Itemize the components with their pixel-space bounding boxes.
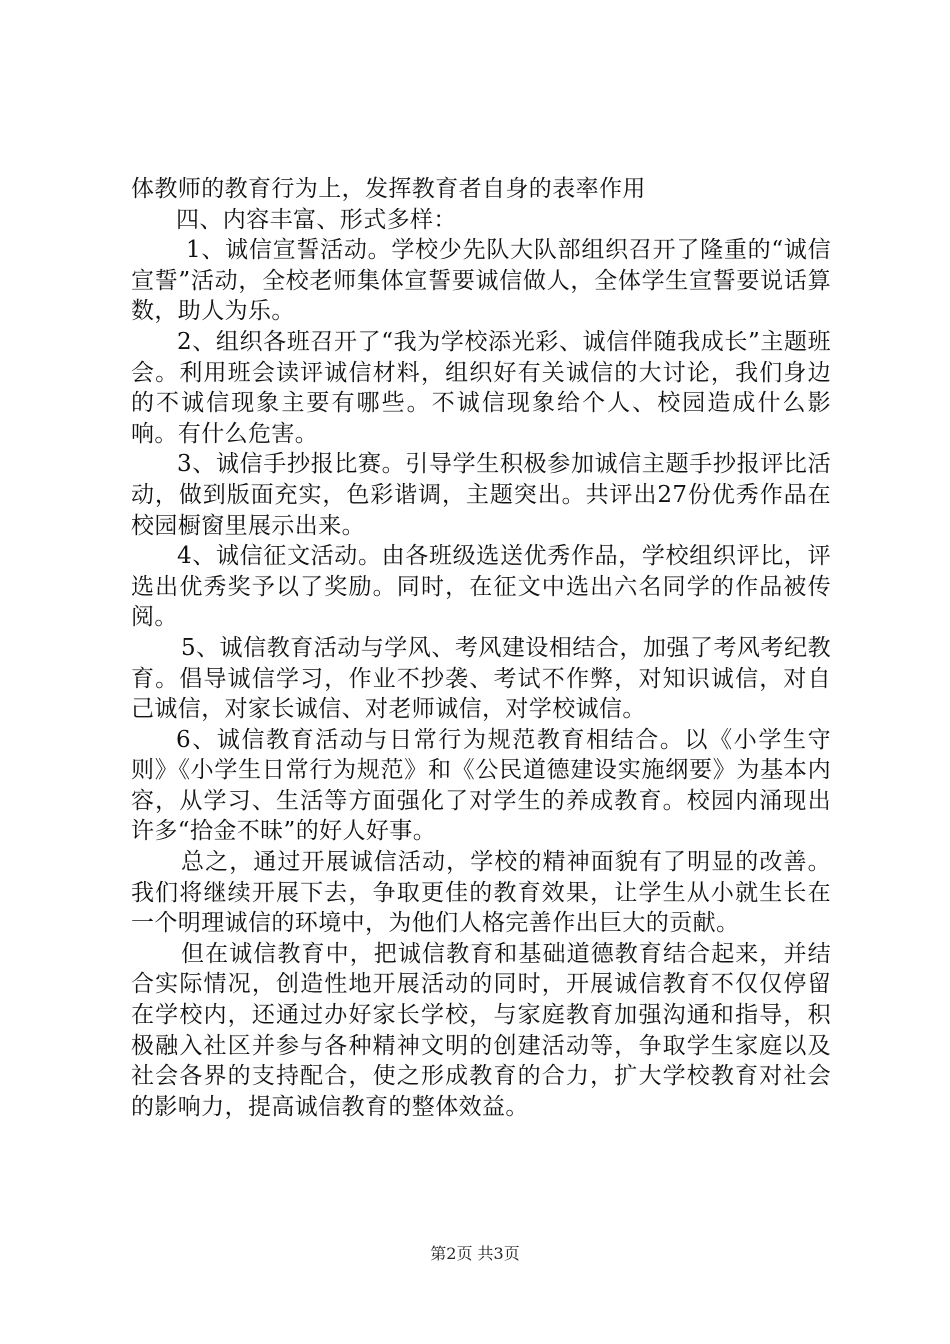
document-body [131,174,831,1122]
paragraph-closing: 但在诚信教育中，把诚信教育和基础道德教育结合起来，并结合实际情况，创造性地开展活动的同时，开展诚信教育不仅仅停留在学校内，还通过办好家长学校，与家庭教育加强沟通和指导，积极融入社区并参与各种精神文明的创建活动等，争取学生家庭以及社会各界的支持配合，使之形成教育的合力，扩大学校教育对社会的影响力，提高诚信教育的整体效益。 [131,940,831,1120]
section-heading: 四、内容丰富、形式多样： [176,206,457,233]
paragraph-continuation: 体教师的教育行为上，发挥教育者自身的表率作用 [131,176,646,202]
paragraph-item-5: 5、诚信教育活动与学风、考风建设相结合，加强了考风考纪教育。倡导诚信学习，作业不抄袭、考试不作弊，对知识诚信，对自己诚信，对家长诚信、对老师诚信，对学校诚信。 [131,634,831,723]
page-number: 第2页 共3页 [430,1244,520,1263]
paragraph-summary: 总之，通过开展诚信活动，学校的精神面貌有了明显的改善。我们将继续开展下去，争取更佳的教育效果，让学生从小就生长在一个明理诚信的环境中，为他们人格完善作出巨大的贡献。 [131,849,831,937]
paragraph-item-4: 4、诚信征文活动。由各班级选送优秀作品，学校组织评比，评选出优秀奖予以了奖励。同时，在征文中选出六名同学的作品被传阅。 [131,543,831,631]
paragraph-item-3: 3、诚信手抄报比赛。引导学生积极参加诚信主题手抄报评比活动，做到版面充实，色彩谐调，主题突出。共评出27份优秀作品在校园橱窗里展示出来。 [131,451,831,539]
paragraph-item-2: 2、组织各班召开了“我为学校添光彩、诚信伴随我成长”主题班会。利用班会读评诚信材料，组织好有关诚信的大讨论，我们身边的不诚信现象主要有哪些。不诚信现象给个人、校园造成什么影响。有什么危害。 [131,328,831,447]
paragraph-item-6: 6、诚信教育活动与日常行为规范教育相结合。以《小学生守则》《小学生日常行为规范》和《公民道德建设实施纲要》为基本内容，从学习、生活等方面强化了对学生的养成教育。校园内涌现出许多“拾金不昧”的好人好事。 [131,726,831,845]
paragraph-item-1: 1、诚信宣誓活动。学校少先队大队部组织召开了隆重的“诚信宣誓”活动，全校老师集体宣誓要诚信做人，全体学生宣誓要说话算数，助人为乐。 [131,237,831,325]
